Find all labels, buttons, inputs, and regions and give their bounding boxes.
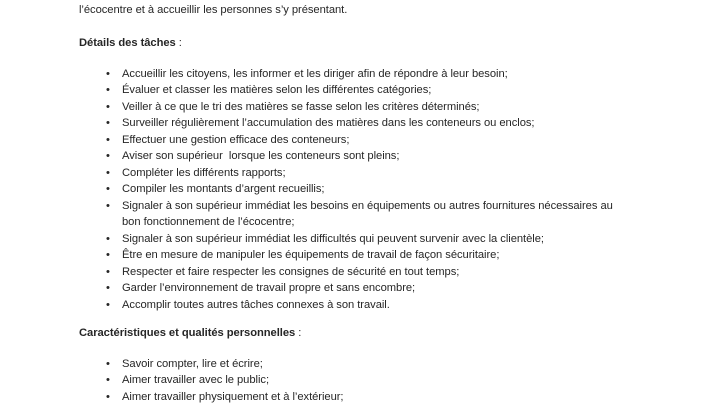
list-item — [79, 82, 621, 99]
list-item-label: Respecter et faire respecter les consignes de sécurité en tout temps; — [122, 265, 460, 278]
list-item-label: Garder l’environnement de travail propre et sans encombre; — [122, 282, 416, 294]
bullet-icon: • — [106, 282, 110, 294]
list-item-label: Compléter les différents rapports; — [122, 166, 286, 179]
bullet-icon: • — [106, 133, 110, 146]
list-item — [79, 389, 621, 405]
list-item-label: Surveiller régulièrement l’accumulation des matières dans les conteneurs ou enclos; — [122, 117, 535, 129]
personal-qualities-list — [79, 356, 621, 405]
list-item — [79, 66, 621, 83]
list-item — [79, 148, 621, 165]
bullet-icon: • — [106, 265, 110, 278]
list-item — [79, 132, 621, 149]
section-heading-taches-colon: : — [175, 37, 182, 49]
list-item-label: Évaluer et classer les matières selon les différentes catégories; — [122, 84, 432, 96]
list-item — [79, 115, 621, 132]
bullet-icon: • — [106, 150, 110, 162]
list-item — [79, 231, 621, 248]
bullet-icon: • — [106, 183, 110, 195]
section-heading-caracteristiques-colon: : — [295, 327, 302, 339]
list-item-label: Accueillir les citoyens, les informer et les diriger afin de répondre à leur besoin; — [122, 67, 508, 80]
list-item-label: Aimer travailler avec le public; — [122, 374, 270, 386]
list-item-label: Effectuer une gestion efficace des conteneurs; — [122, 133, 350, 146]
list-item — [79, 181, 621, 198]
bullet-icon: • — [106, 199, 110, 212]
heading-list-spacer — [79, 52, 621, 66]
list-item — [79, 372, 621, 389]
bullet-icon: • — [106, 117, 110, 129]
intro-paragraph: l’écocentre et à accueillir les personnes s’y présentant. — [79, 4, 348, 16]
list-item — [79, 198, 621, 231]
list-item — [79, 99, 621, 116]
list-item-label: Compiler les montants d’argent recueillis; — [122, 183, 325, 195]
bullet-icon: • — [106, 166, 110, 179]
list-item-label: Aviser son supérieur lorsque les conteneurs sont pleins; — [122, 150, 400, 162]
list-item — [79, 165, 621, 182]
section-heading-taches-text: Détails des tâches — [79, 37, 176, 49]
section-heading-caracteristiques — [79, 325, 621, 342]
list-item-label: Aimer travailler physiquement et à l’extérieur; — [122, 390, 344, 403]
list-item-label: Accomplir toutes autres tâches connexes à son travail. — [122, 298, 390, 311]
bullet-icon: • — [106, 357, 110, 370]
list-item — [79, 264, 621, 281]
bullet-icon: • — [106, 67, 110, 80]
section-heading-taches — [79, 35, 621, 52]
bullet-icon: • — [106, 249, 110, 261]
heading-list-spacer-2 — [79, 342, 621, 356]
list-item-label: Être en mesure de manipuler les équipements de travail de façon sécuritaire; — [122, 249, 500, 261]
bullet-icon: • — [106, 232, 110, 245]
list-item-label: Veiller à ce que le tri des matières se fasse selon les critères déterminés; — [122, 100, 480, 113]
list-item — [79, 297, 621, 314]
paragraph-spacer — [79, 19, 621, 36]
bullet-icon: • — [106, 100, 110, 113]
list-heading-spacer — [79, 313, 621, 325]
list-item-label: Signaler à son supérieur immédiat les difficultés qui peuvent survenir avec la clientèle; — [122, 232, 544, 245]
list-item — [79, 356, 621, 373]
section-heading-caracteristiques-text: Caractéristiques et qualités personnelles — [79, 327, 296, 339]
list-item-label: Savoir compter, lire et écrire; — [122, 357, 263, 370]
list-item-label: Signaler à son supérieur immédiat les besoins en équipements ou autres fournitures nécessaires au bon fonctionnement de l’écocentre; — [122, 199, 616, 228]
bullet-icon: • — [106, 298, 110, 311]
list-item — [79, 280, 621, 297]
bullet-icon: • — [106, 390, 110, 403]
list-item — [79, 247, 621, 264]
bullet-icon: • — [106, 374, 110, 386]
bullet-icon: • — [106, 84, 110, 96]
task-details-list — [79, 66, 621, 314]
